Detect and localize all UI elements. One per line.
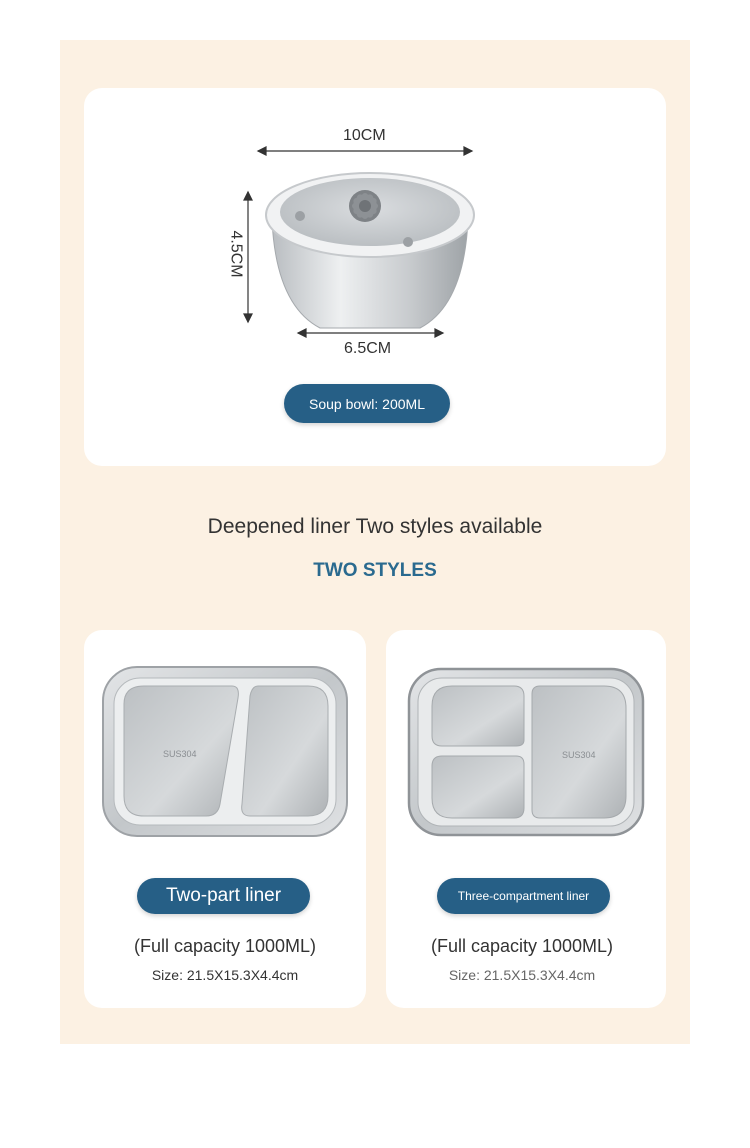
two-part-size: Size: 21.5X15.3X4.4cm	[151, 967, 299, 983]
width-dimension-label: 10CM	[343, 127, 386, 144]
section-subtitle: Deepened liner Two styles available	[207, 515, 543, 538]
three-compartment-engraving: SUS304	[562, 750, 596, 760]
section-title: TWO STYLES	[313, 560, 437, 581]
height-dimension-label: 4.5CM	[227, 230, 245, 278]
two-part-engraving: SUS304	[163, 749, 197, 759]
soup-bowl-pill	[284, 384, 450, 423]
two-part-liner-pill	[137, 878, 310, 914]
base-dimension-label: 6.5CM	[344, 340, 392, 357]
three-compartment-tray-image	[406, 666, 646, 838]
three-compartment-size: Size: 21.5X15.3X4.4cm	[448, 967, 596, 983]
soup-bowl-pill-label: Soup bowl: 200ML	[309, 395, 425, 412]
three-compartment-liner-pill-label: Three-compartment liner	[457, 889, 590, 903]
two-part-tray-image	[100, 664, 350, 839]
three-compartment-capacity: (Full capacity 1000ML)	[430, 936, 614, 956]
two-part-liner-pill-label: Two-part liner	[165, 885, 282, 906]
three-compartment-liner-pill	[437, 878, 610, 914]
dimension-arrows	[240, 140, 480, 340]
two-part-capacity: (Full capacity 1000ML)	[133, 936, 317, 956]
